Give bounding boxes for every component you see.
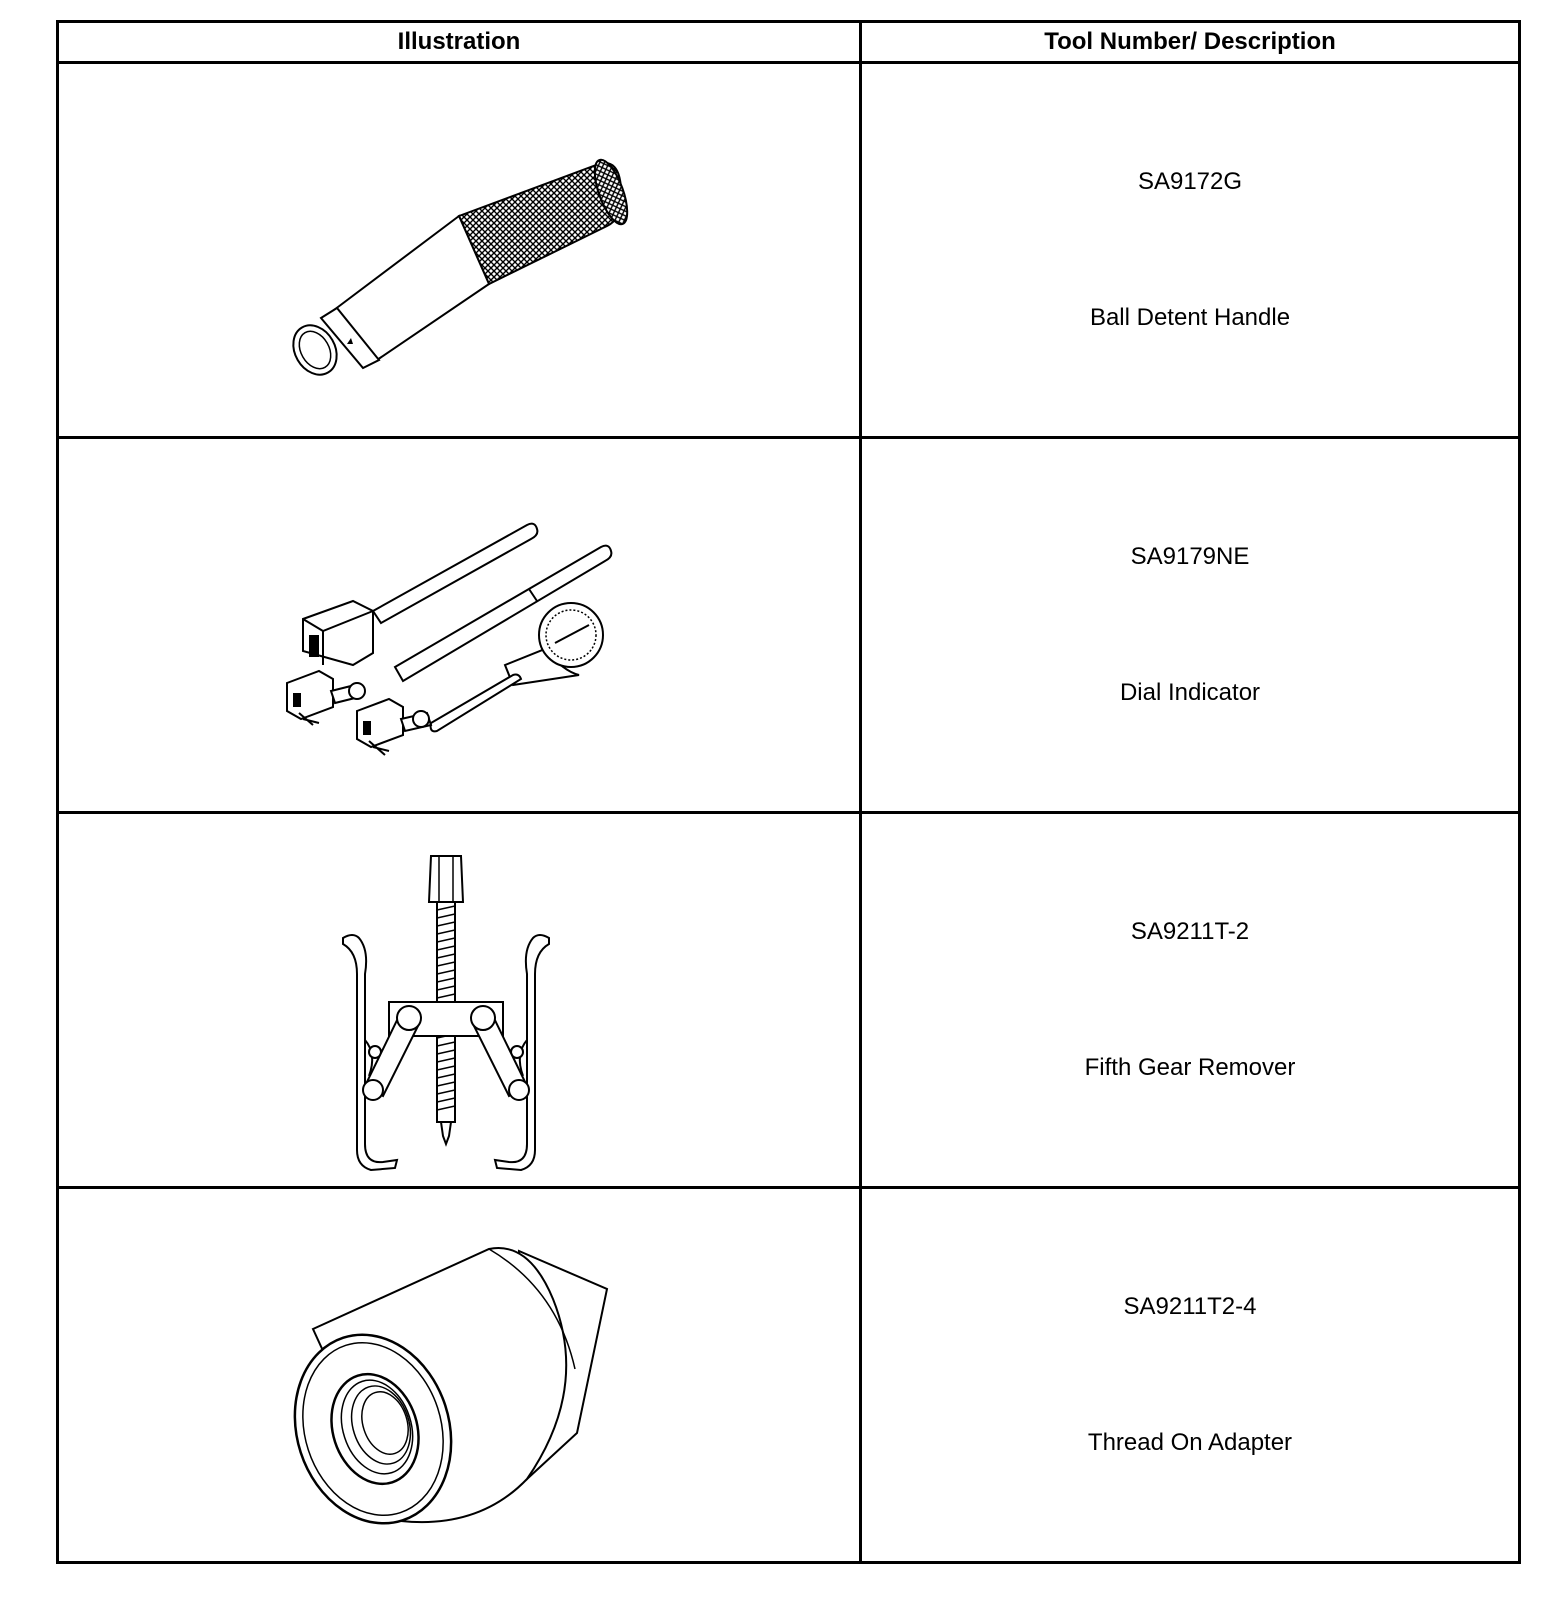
tool-number: SA9172G bbox=[1137, 168, 1243, 195]
tool-number: SA9211T2-4 bbox=[1123, 1293, 1257, 1320]
illustration-cell bbox=[58, 813, 861, 1188]
tool-description: Fifth Gear Remover bbox=[1084, 1054, 1296, 1081]
description-cell bbox=[861, 1188, 1520, 1563]
thread-adapter-icon bbox=[59, 1189, 862, 1561]
description-cell bbox=[861, 438, 1520, 813]
table-row bbox=[58, 438, 1520, 813]
table-row bbox=[58, 813, 1520, 1188]
tool-table-sheet bbox=[56, 20, 1518, 1564]
table-row bbox=[58, 63, 1520, 438]
illustration-cell bbox=[58, 438, 861, 813]
tool-table bbox=[56, 20, 1521, 1564]
tool-number: SA9179NE bbox=[1130, 543, 1250, 570]
tool-description: Ball Detent Handle bbox=[1089, 304, 1291, 331]
header-illustration: Illustration bbox=[58, 22, 861, 63]
tool-description: Dial Indicator bbox=[1119, 679, 1261, 706]
illustration-cell bbox=[58, 63, 861, 438]
illustration-cell bbox=[58, 1188, 861, 1563]
table-header-row bbox=[58, 22, 1520, 63]
table-row bbox=[58, 1188, 1520, 1563]
tool-description: Thread On Adapter bbox=[1087, 1429, 1293, 1456]
description-cell bbox=[861, 63, 1520, 438]
description-cell bbox=[861, 813, 1520, 1188]
gear-puller-icon bbox=[59, 814, 862, 1186]
tool-number: SA9211T-2 bbox=[1130, 918, 1250, 945]
header-description: Tool Number/ Description bbox=[861, 22, 1520, 63]
dial-indicator-icon bbox=[59, 439, 862, 811]
ball-detent-handle-icon bbox=[59, 64, 862, 436]
